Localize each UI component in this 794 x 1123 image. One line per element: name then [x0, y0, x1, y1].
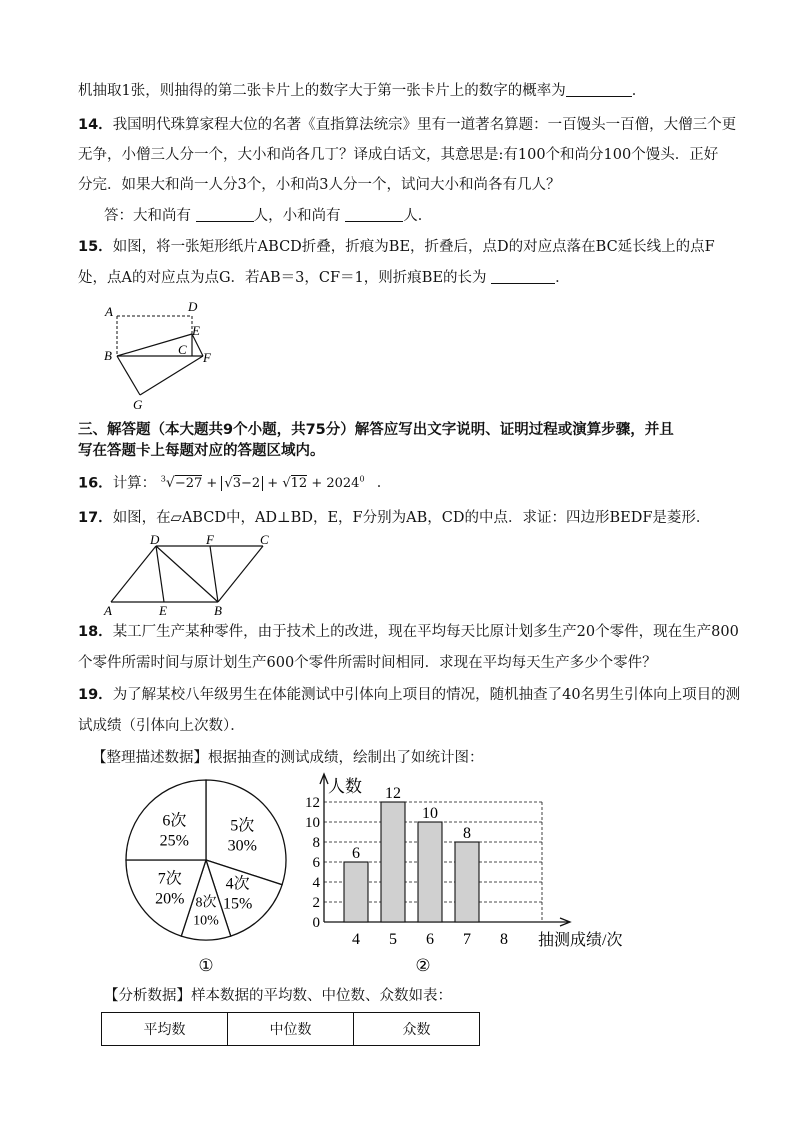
- y-tick-4: 4: [312, 875, 320, 891]
- pie-label-4: 6次: [162, 812, 187, 830]
- q17-number: 17．: [78, 510, 113, 526]
- q15-figure: [96, 296, 226, 414]
- q14-text-2: 无争，小僧三人分一个，大小和尚各几丁？译成白话文，其意思是:有100个和尚分100个馒头．正好: [78, 147, 719, 163]
- q15-number: 15．: [78, 239, 113, 255]
- label-a: A: [104, 603, 112, 618]
- q19-text-2: 试成绩（引体向上次数）．: [78, 718, 245, 734]
- bar-4: [344, 862, 368, 922]
- q16-end: ．: [376, 475, 392, 492]
- q15-text-1: 如图，将一张矩形纸片ABCD折叠，折痕为BE，折叠后，点D的对应点落在BC延长线上的点F: [112, 239, 715, 255]
- q13-text: 机抽取1张，则抽得的第二张卡片上的数字大于第一张卡片上的数字的概率为: [78, 83, 566, 99]
- label-g: G: [133, 397, 143, 412]
- bar-chart-body: [305, 774, 622, 949]
- q14-line2: [78, 145, 754, 165]
- q19-text-1: 为了解某校八年级男生在体能测试中引体向上项目的情况，随机抽查了40名男生引体向上项目的测: [112, 687, 741, 703]
- pie-percent-1: 15%: [223, 895, 253, 913]
- q18-line2: [78, 653, 754, 673]
- q14-number: 14．: [78, 117, 113, 133]
- section3-heading-1: [78, 420, 754, 440]
- diagonal-bd: [156, 546, 218, 602]
- q15-end: ．: [555, 270, 570, 286]
- q14-answer-label-b: 人，小和尚有: [253, 208, 341, 224]
- q15-line1: [78, 237, 754, 257]
- header-median: 中位数: [228, 1013, 354, 1046]
- label-d: D: [188, 299, 198, 314]
- q19-analyze-text: 【分析数据】样本数据的平均数、中位数、众数如表：: [104, 988, 452, 1004]
- q19-line1: [78, 685, 754, 705]
- section3-heading-2: [78, 441, 754, 461]
- q16-line: [78, 470, 754, 496]
- q15-line2: [78, 268, 754, 288]
- pie-label-2: 8次: [195, 895, 217, 911]
- side-ad: [111, 546, 156, 602]
- bar-label-4: 6: [352, 845, 360, 862]
- q16-number: 16．: [78, 475, 113, 492]
- section3-text-1: 三、解答题（本大题共9个小题，共75分）解答应写出文字说明、证明过程或演算步骤，并且: [78, 422, 674, 438]
- x-tick-4: 4: [352, 931, 360, 948]
- y-tick-0: 0: [312, 915, 320, 931]
- label-c: C: [260, 532, 269, 547]
- y-tick-12: 12: [305, 795, 320, 811]
- segment-fb: [210, 546, 218, 602]
- q19-describe-text: 【整理描述数据】根据抽查的测试成绩，绘制出了如统计图：: [92, 750, 484, 766]
- abs-minus-two: −2: [241, 476, 261, 492]
- q14-line3: [78, 175, 754, 195]
- q13-tail: [78, 81, 754, 101]
- label-c: C: [178, 342, 187, 357]
- label-d: D: [150, 532, 160, 547]
- power-exp: 0: [359, 475, 365, 484]
- q17-text: 如图，在▱ABCD中，AD⊥BD，E，F分别为AB，CD的中点．求证：四边形BEDF是菱形．: [112, 510, 711, 526]
- segment-de: [156, 546, 164, 602]
- pie-chart: [118, 778, 298, 978]
- table-row: [102, 1013, 480, 1046]
- y-tick-2: 2: [312, 895, 320, 911]
- q17-line: [78, 508, 754, 528]
- q19-analyze: [104, 986, 754, 1006]
- bar-label-7: 8: [463, 825, 471, 842]
- q15-text-2: 处，点A的对应点为点G．若AB＝3，CF＝1，则折痕BE的长为: [78, 270, 487, 286]
- pie-percent-2: 10%: [193, 913, 219, 929]
- side-bc: [218, 546, 263, 602]
- bar-label-5: 12: [385, 785, 401, 802]
- bar-label-6: 10: [422, 805, 438, 822]
- q14-answer-label-c: 人．: [403, 208, 433, 224]
- q18-text-2: 个零件所需时间与原计划生产600个零件所需时间相同．求现在平均每天生产多少个零件？: [78, 655, 657, 671]
- q18-text-1: 某工厂生产某种零件，由于技术上的改进，现在平均每天比原计划多生产20个零件，现在生产800: [112, 624, 739, 640]
- cbrt-arg: −27: [174, 476, 203, 492]
- label-a: A: [105, 304, 113, 319]
- pie-percent-3: 20%: [155, 890, 185, 908]
- abs-group: √3−2: [221, 476, 263, 491]
- label-f: F: [203, 350, 211, 365]
- label-b: B: [104, 348, 112, 363]
- q19-describe: [92, 748, 754, 768]
- x-tick-6: 6: [426, 931, 434, 948]
- pie-label-3: 7次: [157, 870, 182, 888]
- q16-prefix: 计算：: [112, 475, 157, 492]
- cbrt-index: 3: [160, 475, 166, 484]
- x-tick-5: 5: [389, 931, 397, 948]
- q18-line1: [78, 622, 754, 642]
- sqrt-arg: 12: [290, 476, 308, 492]
- abs-sqrt-arg: 3: [232, 476, 241, 492]
- q18-number: 18．: [78, 624, 113, 640]
- q14-answer-line: [104, 206, 754, 226]
- pie-percent-0: 30%: [227, 837, 257, 855]
- stats-table: [101, 1012, 480, 1046]
- pie-caption: ①: [198, 956, 214, 975]
- q14-answer-label-a: 答：大和尚有: [104, 208, 191, 224]
- pie-slices: [126, 780, 286, 940]
- q16-expression: $^3√-27 + √3-2 + √12 + 2024^0$: [160, 475, 365, 492]
- q19-line2: [78, 716, 754, 736]
- y-axis-label: 人数: [328, 777, 362, 796]
- x-axis-label: 抽测成绩/次: [538, 932, 623, 949]
- x-tick-8: 8: [500, 931, 508, 948]
- bar-5: [381, 802, 405, 922]
- q14-text-1: 我国明代珠算家程大位的名著《直指算法统宗》里有一道著名算题：一百馒头一百僧，大僧三个更: [112, 117, 737, 133]
- q13-answer-blank[interactable]: [566, 82, 632, 97]
- q15-answer-blank[interactable]: [491, 269, 555, 284]
- bar-6: [418, 822, 442, 922]
- label-b: B: [214, 603, 222, 618]
- label-e: E: [192, 323, 200, 338]
- pie-percent-4: 25%: [159, 832, 189, 850]
- power-base: 2024: [326, 476, 360, 492]
- pie-label-1: 4次: [225, 875, 250, 893]
- q14-small-monk-blank[interactable]: [345, 207, 403, 222]
- section3-text-2: 写在答题卡上每题对应的答题区域内。: [78, 443, 325, 459]
- q17-figure: [100, 532, 280, 618]
- pie-label-0: 5次: [230, 817, 255, 835]
- q14-line1: [78, 115, 754, 135]
- y-tick-10: 10: [305, 815, 320, 831]
- header-mode: 众数: [354, 1013, 480, 1046]
- bar-caption: ②: [415, 956, 431, 975]
- header-mean: 平均数: [102, 1013, 228, 1046]
- segment-gf: [140, 356, 203, 395]
- label-f: F: [206, 532, 214, 547]
- q14-text-3: 分完．如果大和尚一人分3个，小和尚3人分一个，试问大小和尚各有几人？: [78, 177, 561, 193]
- y-tick-6: 6: [312, 855, 320, 871]
- bar-7: [455, 842, 479, 922]
- q19-number: 19．: [78, 687, 113, 703]
- y-tick-8: 8: [312, 835, 320, 851]
- x-tick-7: 7: [463, 931, 471, 948]
- label-e: E: [159, 603, 167, 618]
- q14-big-monk-blank[interactable]: [196, 207, 254, 222]
- bar-chart: [290, 772, 650, 978]
- q13-end: ．: [631, 83, 647, 99]
- segment-bg: [117, 356, 140, 395]
